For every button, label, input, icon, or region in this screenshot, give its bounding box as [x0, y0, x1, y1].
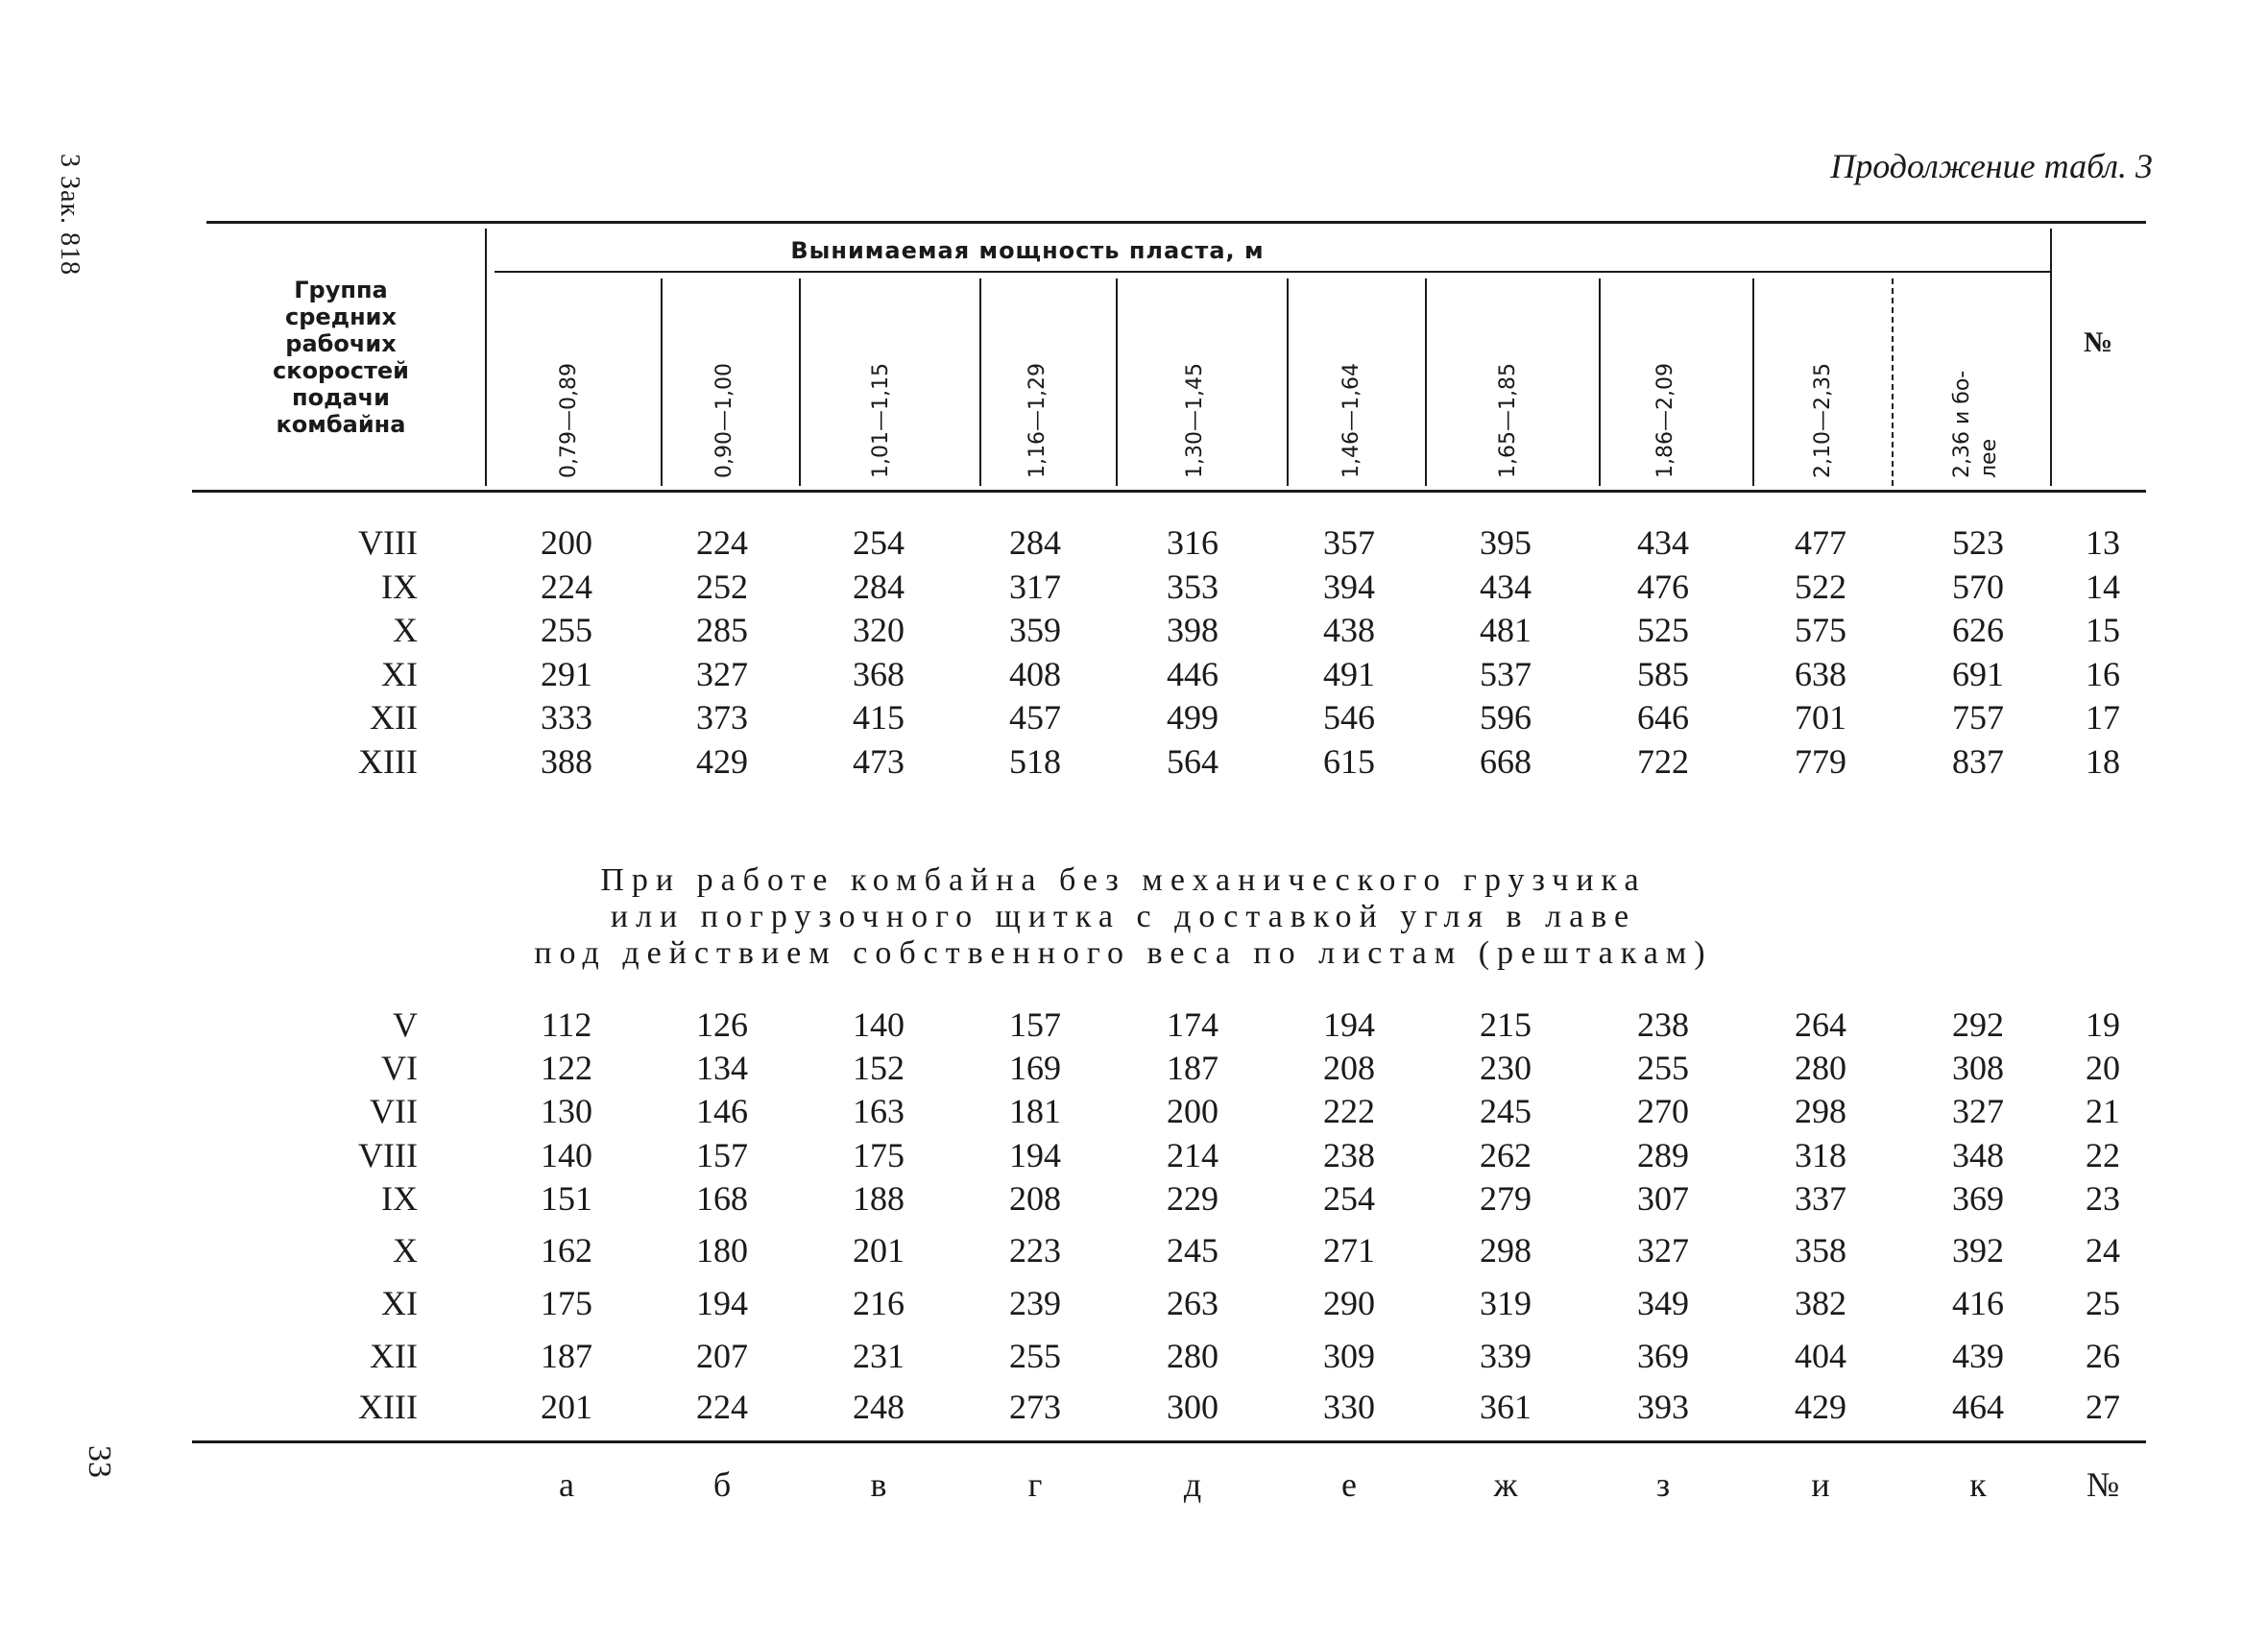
- value-cell: 722: [1637, 741, 1689, 781]
- value-cell: 481: [1480, 611, 1532, 649]
- column-header: 2,10—2,35: [1811, 363, 1835, 478]
- group-cell: VII: [370, 1092, 418, 1130]
- value-cell: 215: [1480, 1005, 1532, 1044]
- column-letter: в: [870, 1465, 887, 1504]
- value-cell: 181: [1009, 1092, 1061, 1130]
- value-cell: 333: [541, 698, 592, 737]
- header-divider: [1425, 278, 1427, 486]
- value-cell: 317: [1009, 567, 1061, 606]
- value-cell: 174: [1167, 1005, 1218, 1044]
- value-cell: 320: [853, 611, 905, 649]
- value-cell: 208: [1009, 1179, 1061, 1218]
- value-cell: 126: [696, 1005, 748, 1044]
- value-cell: 222: [1323, 1092, 1375, 1130]
- row-number-cell: 13: [2086, 523, 2120, 562]
- value-cell: 626: [1952, 611, 2004, 649]
- value-cell: 224: [541, 567, 592, 606]
- value-cell: 349: [1637, 1284, 1689, 1322]
- value-cell: 291: [541, 654, 592, 693]
- value-cell: 169: [1009, 1049, 1061, 1087]
- section-2-title: При работе комбайна без механического грузчика или погрузочного щитка с доставкой угля в лаве под действием собственного веса по листам (рештакам): [534, 862, 1713, 971]
- value-cell: 289: [1637, 1136, 1689, 1174]
- value-cell: 434: [1480, 567, 1532, 606]
- table-row: [0, 740, 2268, 783]
- value-cell: 279: [1480, 1179, 1532, 1218]
- value-cell: 491: [1323, 654, 1375, 693]
- value-cell: 255: [1637, 1049, 1689, 1087]
- value-cell: 252: [696, 567, 748, 606]
- value-cell: 157: [1009, 1005, 1061, 1044]
- value-cell: 263: [1167, 1284, 1218, 1322]
- group-cell: IX: [381, 1179, 418, 1218]
- value-cell: 476: [1637, 567, 1689, 606]
- value-cell: 429: [1795, 1388, 1846, 1426]
- value-cell: 200: [541, 523, 592, 562]
- value-cell: 130: [541, 1092, 592, 1130]
- value-cell: 473: [853, 741, 905, 781]
- value-cell: 434: [1637, 523, 1689, 562]
- value-cell: 388: [541, 741, 592, 781]
- value-cell: 382: [1795, 1284, 1846, 1322]
- value-cell: 280: [1167, 1337, 1218, 1375]
- value-cell: 327: [696, 654, 748, 693]
- value-cell: 245: [1480, 1092, 1532, 1130]
- value-cell: 187: [541, 1337, 592, 1375]
- value-cell: 537: [1480, 654, 1532, 693]
- value-cell: 307: [1637, 1179, 1689, 1218]
- value-cell: 394: [1323, 567, 1375, 606]
- value-cell: 701: [1795, 698, 1846, 737]
- value-cell: 157: [696, 1136, 748, 1174]
- row-number-cell: 22: [2086, 1136, 2120, 1174]
- value-cell: 348: [1952, 1136, 2004, 1174]
- table-row: [0, 1134, 2268, 1176]
- value-cell: 358: [1795, 1231, 1846, 1270]
- value-cell: 438: [1323, 611, 1375, 649]
- value-cell: 201: [541, 1388, 592, 1426]
- value-cell: 194: [1323, 1005, 1375, 1044]
- group-column-header: Группа средних рабочих скоростей подачи комбайна: [273, 277, 409, 438]
- value-cell: 691: [1952, 654, 2004, 693]
- group-cell: XII: [370, 698, 418, 737]
- value-cell: 369: [1637, 1337, 1689, 1375]
- table-row: [0, 566, 2268, 608]
- thickness-header: Вынимаемая мощность пласта, м: [790, 237, 1265, 264]
- value-cell: 292: [1952, 1005, 2004, 1044]
- value-cell: 518: [1009, 741, 1061, 781]
- value-cell: 404: [1795, 1337, 1846, 1375]
- value-cell: 248: [853, 1388, 905, 1426]
- header-divider: [661, 278, 663, 486]
- value-cell: 327: [1637, 1231, 1689, 1270]
- value-cell: 638: [1795, 654, 1846, 693]
- column-header: 0,90—1,00: [712, 363, 736, 478]
- header-divider: [979, 278, 981, 486]
- value-cell: 339: [1480, 1337, 1532, 1375]
- column-letter: д: [1183, 1465, 1202, 1504]
- header-divider: [1287, 278, 1289, 486]
- value-cell: 373: [696, 698, 748, 737]
- column-letter: г: [1027, 1465, 1043, 1504]
- row-number-cell: 19: [2086, 1005, 2120, 1044]
- group-cell: VIII: [358, 523, 418, 562]
- table-row: [0, 1386, 2268, 1428]
- value-cell: 207: [696, 1337, 748, 1375]
- table-row: [0, 696, 2268, 738]
- thickness-header-rule: [495, 271, 2050, 273]
- column-header: 1,86—2,09: [1653, 363, 1677, 478]
- column-letter: б: [712, 1465, 732, 1504]
- value-cell: 596: [1480, 698, 1532, 737]
- value-cell: 393: [1637, 1388, 1689, 1426]
- value-cell: 284: [1009, 523, 1061, 562]
- number-column-header: №: [2084, 327, 2113, 358]
- group-cell: XIII: [358, 1388, 418, 1426]
- value-cell: 284: [853, 567, 905, 606]
- group-cell: IX: [381, 567, 418, 606]
- column-header: 0,79—0,89: [557, 363, 581, 478]
- group-cell: XII: [370, 1337, 418, 1375]
- value-cell: 194: [696, 1284, 748, 1322]
- value-cell: 395: [1480, 523, 1532, 562]
- value-cell: 290: [1323, 1284, 1375, 1322]
- value-cell: 757: [1952, 698, 2004, 737]
- value-cell: 369: [1952, 1179, 2004, 1218]
- value-cell: 330: [1323, 1388, 1375, 1426]
- value-cell: 464: [1952, 1388, 2004, 1426]
- value-cell: 162: [541, 1231, 592, 1270]
- value-cell: 270: [1637, 1092, 1689, 1130]
- value-cell: 200: [1167, 1092, 1218, 1130]
- value-cell: 499: [1167, 698, 1218, 737]
- group-cell: XIII: [358, 741, 418, 781]
- value-cell: 122: [541, 1049, 592, 1087]
- table-top-rule: [206, 221, 2146, 224]
- value-cell: 223: [1009, 1231, 1061, 1270]
- value-cell: 546: [1323, 698, 1375, 737]
- value-cell: 298: [1480, 1231, 1532, 1270]
- row-number-cell: 17: [2086, 698, 2120, 737]
- value-cell: 201: [853, 1231, 905, 1270]
- value-cell: 368: [853, 654, 905, 693]
- value-cell: 231: [853, 1337, 905, 1375]
- value-cell: 264: [1795, 1005, 1846, 1044]
- column-header: 1,30—1,45: [1183, 363, 1207, 478]
- row-number-cell: 15: [2086, 611, 2120, 649]
- table-bottom-rule: [192, 1440, 2146, 1443]
- value-cell: 214: [1167, 1136, 1218, 1174]
- value-cell: 308: [1952, 1049, 2004, 1087]
- value-cell: 564: [1167, 741, 1218, 781]
- column-letter: а: [559, 1465, 574, 1504]
- value-cell: 229: [1167, 1179, 1218, 1218]
- table-row: [0, 1047, 2268, 1089]
- column-header: 2,36 и бо- лее: [1950, 370, 2001, 478]
- group-cell: V: [393, 1005, 418, 1044]
- value-cell: 318: [1795, 1136, 1846, 1174]
- value-cell: 188: [853, 1179, 905, 1218]
- column-letter: к: [1969, 1465, 1987, 1504]
- value-cell: 216: [853, 1284, 905, 1322]
- row-number-cell: 14: [2086, 567, 2120, 606]
- value-cell: 163: [853, 1092, 905, 1130]
- value-cell: 151: [541, 1179, 592, 1218]
- value-cell: 525: [1637, 611, 1689, 649]
- table-row: [0, 1229, 2268, 1271]
- group-cell: XI: [381, 1284, 418, 1322]
- header-divider: [2050, 229, 2052, 486]
- value-cell: 429: [696, 741, 748, 781]
- value-cell: 359: [1009, 611, 1061, 649]
- value-cell: 254: [1323, 1179, 1375, 1218]
- row-number-cell: 16: [2086, 654, 2120, 693]
- value-cell: 779: [1795, 741, 1846, 781]
- value-cell: 255: [541, 611, 592, 649]
- group-cell: VI: [381, 1049, 418, 1087]
- value-cell: 230: [1480, 1049, 1532, 1087]
- value-cell: 238: [1323, 1136, 1375, 1174]
- value-cell: 168: [696, 1179, 748, 1218]
- value-cell: 522: [1795, 567, 1846, 606]
- header-bottom-rule: [192, 490, 2146, 493]
- table-row: [0, 1090, 2268, 1132]
- table-row: [0, 1335, 2268, 1377]
- header-divider: [1752, 278, 1754, 486]
- value-cell: 327: [1952, 1092, 2004, 1130]
- value-cell: 646: [1637, 698, 1689, 737]
- footer-number-label: №: [2086, 1465, 2120, 1504]
- value-cell: 392: [1952, 1231, 2004, 1270]
- value-cell: 615: [1323, 741, 1375, 781]
- row-number-cell: 20: [2086, 1049, 2120, 1087]
- header-divider: [1892, 278, 1894, 486]
- row-number-cell: 26: [2086, 1337, 2120, 1375]
- value-cell: 146: [696, 1092, 748, 1130]
- column-letter: з: [1655, 1465, 1671, 1504]
- value-cell: 585: [1637, 654, 1689, 693]
- header-divider: [1116, 278, 1118, 486]
- value-cell: 837: [1952, 741, 2004, 781]
- row-number-cell: 18: [2086, 741, 2120, 781]
- value-cell: 187: [1167, 1049, 1218, 1087]
- value-cell: 357: [1323, 523, 1375, 562]
- row-number-cell: 24: [2086, 1231, 2120, 1270]
- header-divider: [1599, 278, 1601, 486]
- value-cell: 298: [1795, 1092, 1846, 1130]
- value-cell: 152: [853, 1049, 905, 1087]
- value-cell: 416: [1952, 1284, 2004, 1322]
- value-cell: 180: [696, 1231, 748, 1270]
- value-cell: 570: [1952, 567, 2004, 606]
- column-header: 1,46—1,64: [1339, 363, 1363, 478]
- table-row: [0, 653, 2268, 695]
- value-cell: 273: [1009, 1388, 1061, 1426]
- value-cell: 300: [1167, 1388, 1218, 1426]
- value-cell: 134: [696, 1049, 748, 1087]
- value-cell: 224: [696, 523, 748, 562]
- group-cell: X: [393, 611, 418, 649]
- header-divider: [485, 229, 487, 486]
- value-cell: 309: [1323, 1337, 1375, 1375]
- value-cell: 457: [1009, 698, 1061, 737]
- value-cell: 319: [1480, 1284, 1532, 1322]
- value-cell: 239: [1009, 1284, 1061, 1322]
- value-cell: 140: [541, 1136, 592, 1174]
- value-cell: 575: [1795, 611, 1846, 649]
- value-cell: 280: [1795, 1049, 1846, 1087]
- row-number-cell: 21: [2086, 1092, 2120, 1130]
- value-cell: 254: [853, 523, 905, 562]
- value-cell: 398: [1167, 611, 1218, 649]
- value-cell: 353: [1167, 567, 1218, 606]
- value-cell: 238: [1637, 1005, 1689, 1044]
- group-cell: VIII: [358, 1136, 418, 1174]
- value-cell: 208: [1323, 1049, 1375, 1087]
- value-cell: 523: [1952, 523, 2004, 562]
- column-header: 1,16—1,29: [1025, 363, 1050, 478]
- group-cell: X: [393, 1231, 418, 1270]
- page-number: 33: [82, 1445, 117, 1478]
- value-cell: 439: [1952, 1337, 2004, 1375]
- table-row: [0, 609, 2268, 651]
- value-cell: 361: [1480, 1388, 1532, 1426]
- value-cell: 194: [1009, 1136, 1061, 1174]
- value-cell: 255: [1009, 1337, 1061, 1375]
- row-number-cell: 27: [2086, 1388, 2120, 1426]
- value-cell: 408: [1009, 654, 1061, 693]
- value-cell: 337: [1795, 1179, 1846, 1218]
- value-cell: 140: [853, 1005, 905, 1044]
- value-cell: 285: [696, 611, 748, 649]
- group-cell: XI: [381, 654, 418, 693]
- header-divider: [799, 278, 801, 486]
- value-cell: 245: [1167, 1231, 1218, 1270]
- margin-note: 3 Зак. 818: [55, 154, 84, 277]
- value-cell: 446: [1167, 654, 1218, 693]
- value-cell: 112: [541, 1005, 592, 1044]
- value-cell: 262: [1480, 1136, 1532, 1174]
- column-letter: и: [1811, 1465, 1830, 1504]
- value-cell: 224: [696, 1388, 748, 1426]
- value-cell: 668: [1480, 741, 1532, 781]
- table-row: [0, 1004, 2268, 1046]
- continuation-caption: Продолжение табл. 3: [1830, 147, 2153, 185]
- column-letter: е: [1341, 1465, 1357, 1504]
- table-row: [0, 521, 2268, 564]
- column-header: 1,65—1,85: [1496, 363, 1520, 478]
- column-letter: ж: [1493, 1465, 1518, 1504]
- value-cell: 477: [1795, 523, 1846, 562]
- value-cell: 415: [853, 698, 905, 737]
- value-cell: 175: [853, 1136, 905, 1174]
- column-header: 1,01—1,15: [869, 363, 893, 478]
- value-cell: 316: [1167, 523, 1218, 562]
- table-row: [0, 1282, 2268, 1324]
- value-cell: 271: [1323, 1231, 1375, 1270]
- row-number-cell: 25: [2086, 1284, 2120, 1322]
- value-cell: 175: [541, 1284, 592, 1322]
- table-row: [0, 1177, 2268, 1220]
- row-number-cell: 23: [2086, 1179, 2120, 1218]
